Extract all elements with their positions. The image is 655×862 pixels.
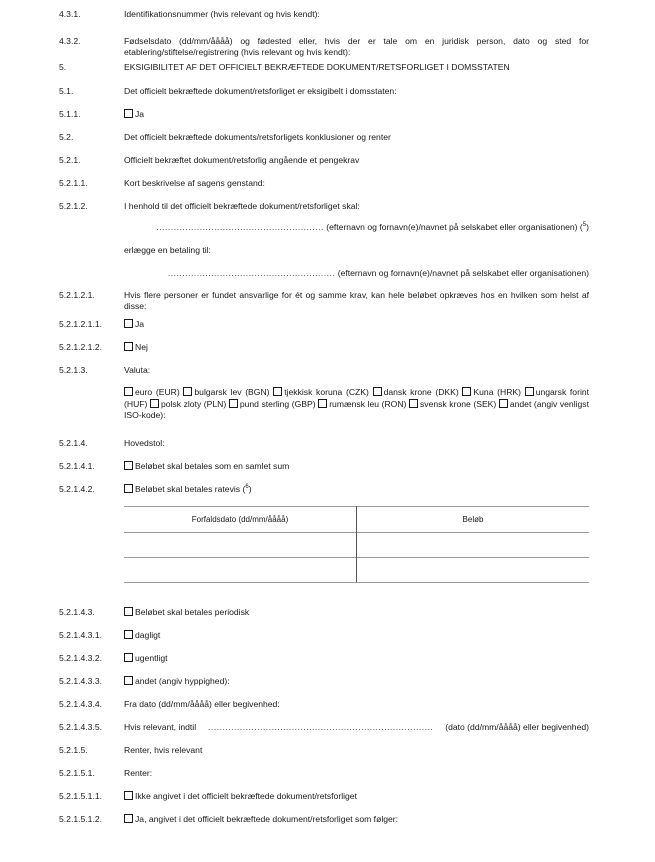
section-number: 5.2.1.3.: [59, 365, 88, 375]
section-number: 5.2.1.: [59, 155, 81, 165]
creditor-fill-in-field[interactable]: ..........................................................: [167, 268, 336, 278]
checkbox-currency-pln[interactable]: [150, 399, 159, 408]
checkbox-currency-hrk[interactable]: [462, 387, 471, 396]
section-number: 5.2.1.4.3.4.: [59, 699, 103, 709]
currency-label: dansk krone (DKK): [383, 387, 459, 397]
footnote-ref: 6: [245, 484, 249, 491]
until-fill-in-field[interactable]: ..............................................................................: [208, 722, 434, 732]
checkbox-label: andet (angiv hyppighed):: [135, 676, 230, 686]
checkbox-daily[interactable]: [124, 630, 133, 639]
checkbox-currency-ron[interactable]: [318, 399, 327, 408]
section-number: 4.3.1.: [59, 9, 81, 19]
due-date-cell[interactable]: [124, 533, 357, 558]
debtor-fill-in-field[interactable]: ..........................................................: [156, 222, 324, 232]
checkbox-label: Beløbet skal betales periodisk: [135, 607, 250, 617]
table-header-row: [124, 507, 589, 533]
footnote-ref: 5: [582, 222, 587, 229]
currency-label: rumænsk leu (RON): [329, 398, 407, 409]
checkbox-label: Ja, angivet i det officielt bekræftede dokument/retsforliget som følger:: [135, 814, 399, 824]
until-caption: (dato (dd/mm/åååå) eller begivenhed): [445, 722, 589, 732]
currency-label: tjekkisk koruna (CZK): [284, 387, 369, 397]
checkbox-currency-sek[interactable]: [409, 399, 418, 408]
currency-label: Kuna (HRK): [473, 387, 522, 397]
section-number: 5.1.: [59, 86, 74, 96]
checkbox-currency-bgn[interactable]: [183, 387, 192, 396]
checkbox-label: Ja: [135, 319, 145, 329]
table-row: [124, 558, 589, 583]
amount-cell[interactable]: [357, 558, 590, 583]
checkbox-currency-huf[interactable]: [525, 387, 534, 396]
section-number: 5.2.1.4.: [59, 438, 88, 448]
currency-label: bulgarsk lev (BGN): [194, 387, 270, 397]
section-number: 5.2.1.4.3.1.: [59, 630, 103, 640]
section-number: 5.2.1.4.3.5.: [59, 722, 103, 732]
currency-label: ungarsk forint (HUF): [124, 387, 590, 409]
section-number: 5.2.1.2.1.2.: [59, 342, 103, 352]
currency-label: polsk zloty (PLN): [160, 398, 227, 409]
checkbox-label: Ikke angivet i det officielt bekræftede dokument/retsforliget: [135, 791, 357, 801]
section-text: I henhold til det officielt bekræftede dokument/retsforliget skal:: [124, 201, 360, 211]
pay-to-label: erlægge en betaling til:: [124, 245, 211, 255]
checkbox-label: Beløbet skal betales som en samlet sum: [135, 461, 290, 471]
until-label: Hvis relevant, indtil: [124, 722, 197, 732]
section-number: 5.2.1.4.3.3.: [59, 676, 103, 686]
section-text: Fødselsdato (dd/mm/åååå) og fødested eller, hvis der er tale om en juridisk person, dato og sted for etablering/stiftelse/registrering (hvis relevant og hvis kendt):: [124, 36, 589, 57]
section-text: Identifikationsnummer (hvis relevant og hvis kendt):: [124, 9, 320, 19]
section-number: 5.2.1.4.1.: [59, 461, 95, 471]
section-number: 5.1.1.: [59, 109, 81, 119]
section-text: Hvis flere personer er fundet ansvarlige for ét og samme krav, kan hele beløbet opkræves hos en hvilken som helst af disse:: [124, 290, 589, 311]
section-number: 5.2.1.5.: [59, 745, 88, 755]
checkbox-interest-specified[interactable]: [124, 814, 133, 823]
section-number: 4.3.2.: [59, 36, 81, 46]
section-number: 5.2.1.5.1.1.: [59, 791, 103, 801]
section-heading: EKSIGIBILITET AF DET OFFICIELT BEKRÆFTEDE DOKUMENT/RETSFORLIGET I DOMSSTATEN: [124, 62, 510, 72]
section-text: Kort beskrivelse af sagens genstand:: [124, 178, 265, 188]
checkbox-label: Nej: [135, 342, 148, 352]
checkbox-currency-gbp[interactable]: [229, 399, 238, 408]
checkbox-lump-sum[interactable]: [124, 461, 133, 470]
checkbox-label: Beløbet skal betales ratevis: [135, 484, 241, 494]
section-number: 5.2.1.2.1.: [59, 290, 95, 300]
section-number: 5.2.1.2.: [59, 201, 88, 211]
checkbox-periodic[interactable]: [124, 607, 133, 616]
checkbox-label: dagligt: [135, 630, 161, 640]
section-number: 5.2.1.5.1.: [59, 768, 95, 778]
section-number: 5.2.1.4.3.2.: [59, 653, 103, 663]
checkbox-currency-dkk[interactable]: [373, 387, 382, 396]
table-row: [124, 533, 589, 558]
section-number: 5.: [59, 62, 67, 72]
checkbox-label: ugentligt: [135, 653, 168, 663]
section-number: 5.2.1.2.1.1.: [59, 319, 103, 329]
section-number: 5.2.1.1.: [59, 178, 88, 188]
currency-label: pund sterling (GBP): [239, 398, 316, 409]
section-number: 5.2.: [59, 132, 74, 142]
section-text: Renter, hvis relevant: [124, 745, 203, 755]
checkbox-currency-czk[interactable]: [273, 387, 282, 396]
checkbox-currency-eur[interactable]: [124, 387, 133, 396]
column-header-amount: Beløb: [357, 507, 590, 533]
checkbox-installments[interactable]: [124, 484, 133, 493]
section-text: Hovedstol:: [124, 438, 165, 448]
section-number: 5.2.1.5.1.2.: [59, 814, 103, 824]
currency-label: andet (angiv venligst ISO-kode):: [124, 398, 589, 420]
installments-table: [124, 506, 589, 583]
section-text: Det officielt bekræftede dokuments/retsforligets konklusioner og renter: [124, 132, 391, 142]
section-number: 5.2.1.4.3.: [59, 607, 95, 617]
column-header-due-date: Forfaldsdato (dd/mm/åååå): [124, 507, 357, 533]
creditor-line-caption: (efternavn og fornavn(e)/navnet på selskabet eller organisationen): [337, 268, 589, 278]
currency-label: svensk krone (SEK): [419, 398, 497, 409]
amount-cell[interactable]: [357, 533, 590, 558]
checkbox-joint-liability-yes[interactable]: [124, 319, 133, 328]
currency-label: euro (EUR): [135, 387, 180, 397]
due-date-cell[interactable]: [124, 558, 357, 583]
section-number: 5.2.1.4.2.: [59, 484, 95, 494]
section-text: Officielt bekræftet dokument/retsforlig angående et pengekrav: [124, 155, 360, 165]
checkbox-joint-liability-no[interactable]: [124, 342, 133, 351]
checkbox-enforceable-yes[interactable]: [124, 109, 133, 118]
checkbox-other-frequency[interactable]: [124, 676, 133, 685]
section-text: Valuta:: [124, 365, 151, 375]
checkbox-currency-other[interactable]: [499, 399, 508, 408]
debtor-line-caption: (efternavn og fornavn(e)/navnet på selskabet eller organisationen): [326, 222, 578, 232]
checkbox-label: Ja: [135, 109, 145, 119]
checkbox-weekly[interactable]: [124, 653, 133, 662]
checkbox-interest-not-specified[interactable]: [124, 791, 133, 800]
section-text: Renter:: [124, 768, 153, 778]
section-text: Det officielt bekræftede dokument/retsforliget er eksigibelt i domsstaten:: [124, 86, 397, 96]
section-text: Fra dato (dd/mm/åååå) eller begivenhed:: [124, 699, 280, 709]
